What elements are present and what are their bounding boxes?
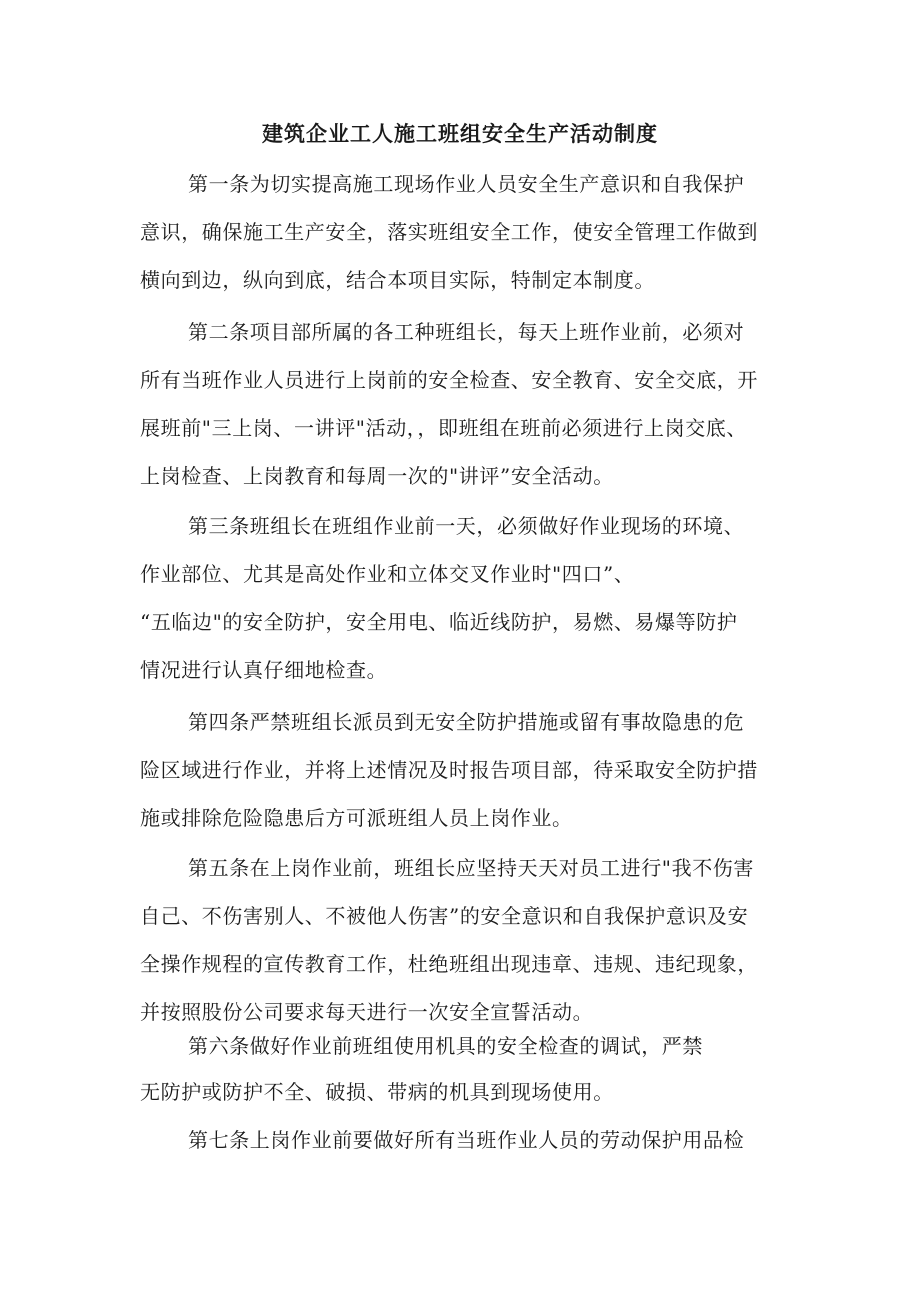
document-title: 建筑企业工人施工班组安全生产活动制度 — [262, 121, 658, 146]
text-line: 情况进行认真仔细地检查。 — [140, 658, 388, 682]
text-line: 第五条在上岗作业前，班组长应坚持天天对员工进行"我不伤害 — [188, 856, 754, 880]
text-line: 作业部位、尤其是高处作业和立体交叉作业时"四口”、 — [140, 562, 635, 586]
text-line: 展班前"三上岗、一讲评"活动，，即班组在班前必须进行上岗交底、 — [140, 416, 747, 440]
text-line: 全操作规程的宣传教育工作，杜绝班组出现违章、违规、违纪现象， — [140, 952, 758, 976]
text-line: 横向到边，纵向到底，结合本项目实际，特制定本制度。 — [140, 268, 655, 292]
text-line: 上岗检查、上岗教育和每周一次的"讲评”安全活动。 — [140, 464, 614, 488]
text-line: 第七条上岗作业前要做好所有当班作业人员的劳动保护用品检 — [188, 1128, 745, 1152]
text-line: 意识，确保施工生产安全，落实班组安全工作，使安全管理工作做到 — [140, 220, 758, 244]
text-line: “五临边"的安全防护，安全用电、临近线防护，易燃、易爆等防护 — [140, 610, 738, 634]
text-line: 自己、不伤害别人、不被他人伤害”的安全意识和自我保护意识及安 — [140, 904, 749, 928]
text-line: 险区域进行作业，并将上述情况及时报告项目部，待采取安全防护措 — [140, 758, 758, 782]
text-line: 并按照股份公司要求每天进行一次安全宣誓活动。 — [140, 1000, 594, 1024]
text-line: 施或排除危险隐患后方可派班组人员上岗作业。 — [140, 806, 573, 830]
text-line: 无防护或防护不全、破损、带病的机具到现场使用。 — [140, 1080, 614, 1104]
text-line: 第四条严禁班组长派员到无安全防护措施或留有事故隐患的危 — [188, 710, 745, 734]
text-line: 第二条项目部所属的各工种班组长，每天上班作业前，必须对 — [188, 320, 745, 344]
text-line: 第三条班组长在班组作业前一天，必须做好作业现场的环境、 — [188, 514, 745, 538]
text-line: 所有当班作业人员进行上岗前的安全检查、安全教育、安全交底，开 — [140, 368, 758, 392]
text-line: 第一条为切实提高施工现场作业人员安全生产意识和自我保护 — [188, 172, 745, 196]
text-line: 第六条做好作业前班组使用机具的安全检查的调试，严禁 — [188, 1034, 703, 1058]
